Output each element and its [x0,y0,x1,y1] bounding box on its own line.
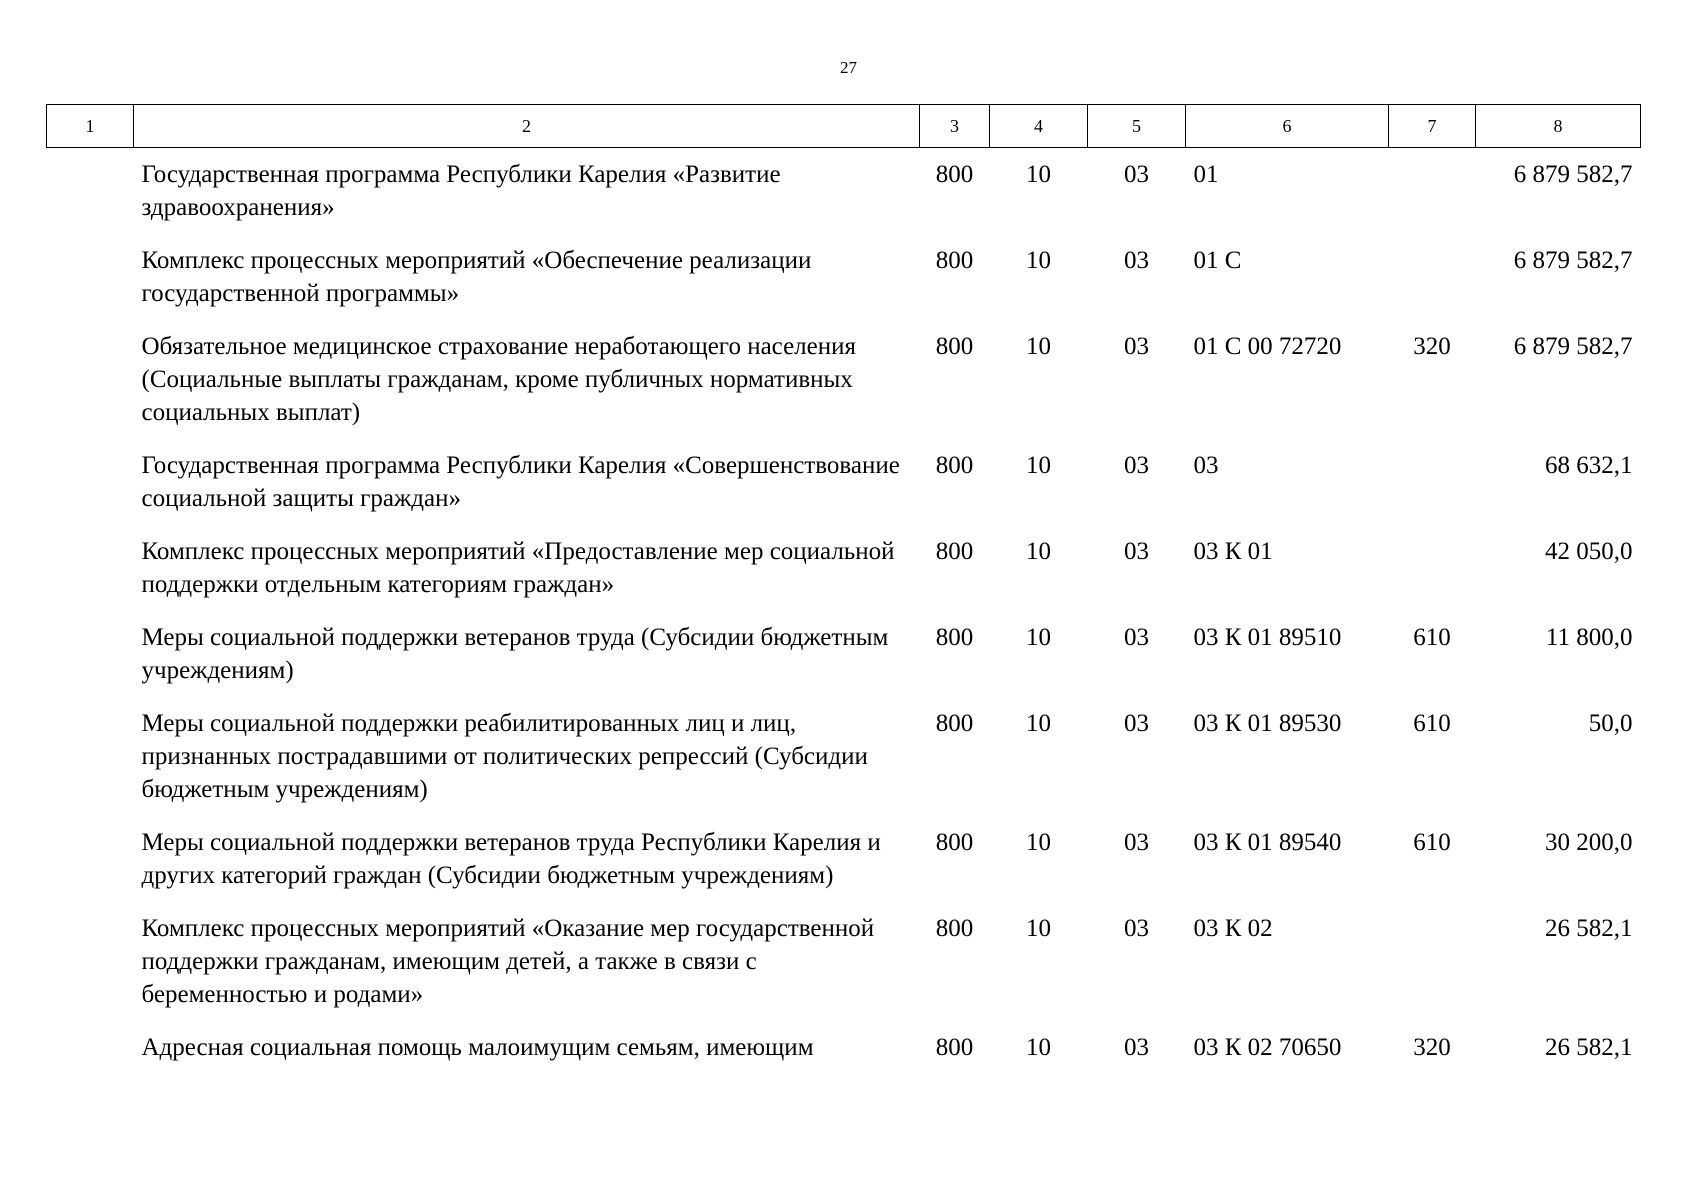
table-row [47,697,1641,816]
table-row [47,902,1641,1021]
header-col-4: 4 [990,105,1088,148]
header-col-1: 1 [47,105,134,148]
cell-col-6: 03 К 01 89510 [1193,624,1342,651]
cell-col-5: 03 [1124,829,1149,856]
cell-col-5: 03 [1124,538,1149,565]
cell-col-7: 610 [1413,829,1451,856]
cell-item-name: Обязательное медицинское страхование неработающего населения (Социальные выплаты гражданам, кроме публичных нормативных социальных выплат) [141,333,856,426]
cell-col-5: 03 [1124,624,1149,651]
cell-col-7 [1389,148,1476,235]
cell-col-6: 03 К 01 [1193,538,1273,565]
budget-table [46,104,1641,1074]
page-number: 27 [840,58,857,77]
table-row [47,439,1641,525]
cell-col-4: 10 [1026,333,1051,360]
table-header [47,105,1641,148]
cell-item-name: Меры социальной поддержки ветеранов труда (Субсидии бюджетным учреждениям) [141,624,889,684]
cell-col-7: 610 [1413,710,1451,737]
cell-col-3: 800 [935,915,974,942]
cell-col-6: 01 С [1193,247,1242,274]
cell-item-name: Адресная социальная помощь малоимущим семьям, имеющим [141,1034,814,1061]
cell-item-name: Государственная программа Республики Карелия «Совершенствование социальной защиты граждан» [141,452,900,512]
cell-col-1 [47,697,134,816]
cell-col-4: 10 [1026,829,1051,856]
cell-col-7 [1389,439,1476,525]
cell-col-4: 10 [1026,538,1051,565]
cell-col-8-amount: 6 879 582,7 [1513,161,1633,188]
cell-col-3: 800 [935,247,974,274]
cell-col-6: 03 К 02 [1193,915,1273,942]
cell-col-1 [47,1021,134,1074]
cell-col-5: 03 [1124,1034,1149,1061]
cell-col-7 [1389,902,1476,1021]
cell-col-1 [47,816,134,902]
cell-col-8-amount: 30 200,0 [1545,829,1633,856]
cell-col-1 [47,439,134,525]
cell-col-3: 800 [935,161,974,188]
cell-col-8-amount: 11 800,0 [1545,624,1633,651]
cell-col-1 [47,902,134,1021]
cell-col-5: 03 [1124,915,1149,942]
cell-col-4: 10 [1026,624,1051,651]
cell-col-6: 03 К 02 70650 [1193,1034,1342,1061]
cell-col-3: 800 [935,829,974,856]
cell-col-6: 01 [1193,161,1219,188]
table-row [47,1021,1641,1074]
cell-col-6: 01 С 00 72720 [1193,333,1342,360]
cell-col-7: 610 [1413,624,1451,651]
cell-item-name: Комплекс процессных мероприятий «Обеспечение реализации государственной программы» [141,247,812,307]
table-row [47,148,1641,235]
cell-col-7: 320 [1413,333,1451,360]
cell-col-4: 10 [1026,1034,1051,1061]
cell-col-3: 800 [935,1034,974,1061]
cell-col-4: 10 [1026,161,1051,188]
cell-col-7 [1389,234,1476,320]
table-row [47,611,1641,697]
cell-col-1 [47,148,134,235]
header-col-2: 2 [134,105,920,148]
cell-col-4: 10 [1026,452,1051,479]
cell-col-1 [47,525,134,611]
cell-col-5: 03 [1124,161,1149,188]
header-col-8: 8 [1476,105,1641,148]
cell-item-name: Меры социальной поддержки реабилитированных лиц и лиц, признанных пострадавшими от политических репрессий (Субсидии бюджетным учреждениям) [141,710,868,803]
table-row [47,525,1641,611]
cell-col-8-amount: 68 632,1 [1545,452,1633,479]
cell-col-8-amount: 42 050,0 [1545,538,1633,565]
cell-col-3: 800 [935,624,974,651]
header-col-3: 3 [920,105,990,148]
cell-col-5: 03 [1124,452,1149,479]
cell-col-1 [47,611,134,697]
cell-col-8-amount: 26 582,1 [1545,915,1633,942]
cell-col-8-amount: 6 879 582,7 [1513,333,1633,360]
cell-col-5: 03 [1124,247,1149,274]
cell-col-6: 03 К 01 89540 [1193,829,1342,856]
cell-col-4: 10 [1026,247,1051,274]
header-row [47,105,1641,148]
header-col-6: 6 [1186,105,1389,148]
table-row [47,320,1641,439]
table-row [47,234,1641,320]
cell-item-name: Комплекс процессных мероприятий «Оказание мер государственной поддержки гражданам, имеющим детей, а также в связи с беременностью и родами» [141,915,875,1008]
table-body [47,148,1641,1075]
cell-col-1 [47,320,134,439]
cell-col-8-amount: 26 582,1 [1545,1034,1633,1061]
cell-col-7 [1389,525,1476,611]
cell-item-name: Меры социальной поддержки ветеранов труда Республики Карелия и других категорий граждан (Субсидии бюджетным учреждениям) [141,829,881,889]
cell-col-1 [47,234,134,320]
cell-item-name: Комплекс процессных мероприятий «Предоставление мер социальной поддержки отдельным категориям граждан» [141,538,895,598]
cell-col-8-amount: 6 879 582,7 [1513,247,1633,274]
cell-col-3: 800 [935,333,974,360]
cell-col-7: 320 [1413,1034,1451,1061]
cell-col-4: 10 [1026,710,1051,737]
cell-col-3: 800 [935,710,974,737]
cell-col-5: 03 [1124,710,1149,737]
cell-col-4: 10 [1026,915,1051,942]
header-col-5: 5 [1088,105,1186,148]
cell-col-6: 03 [1193,452,1219,479]
table-row [47,816,1641,902]
cell-col-3: 800 [935,452,974,479]
cell-col-3: 800 [935,538,974,565]
header-col-7: 7 [1389,105,1476,148]
cell-col-5: 03 [1124,333,1149,360]
cell-col-6: 03 К 01 89530 [1193,710,1342,737]
cell-col-8-amount: 50,0 [1588,710,1633,737]
cell-item-name: Государственная программа Республики Карелия «Развитие здравоохранения» [141,161,781,221]
